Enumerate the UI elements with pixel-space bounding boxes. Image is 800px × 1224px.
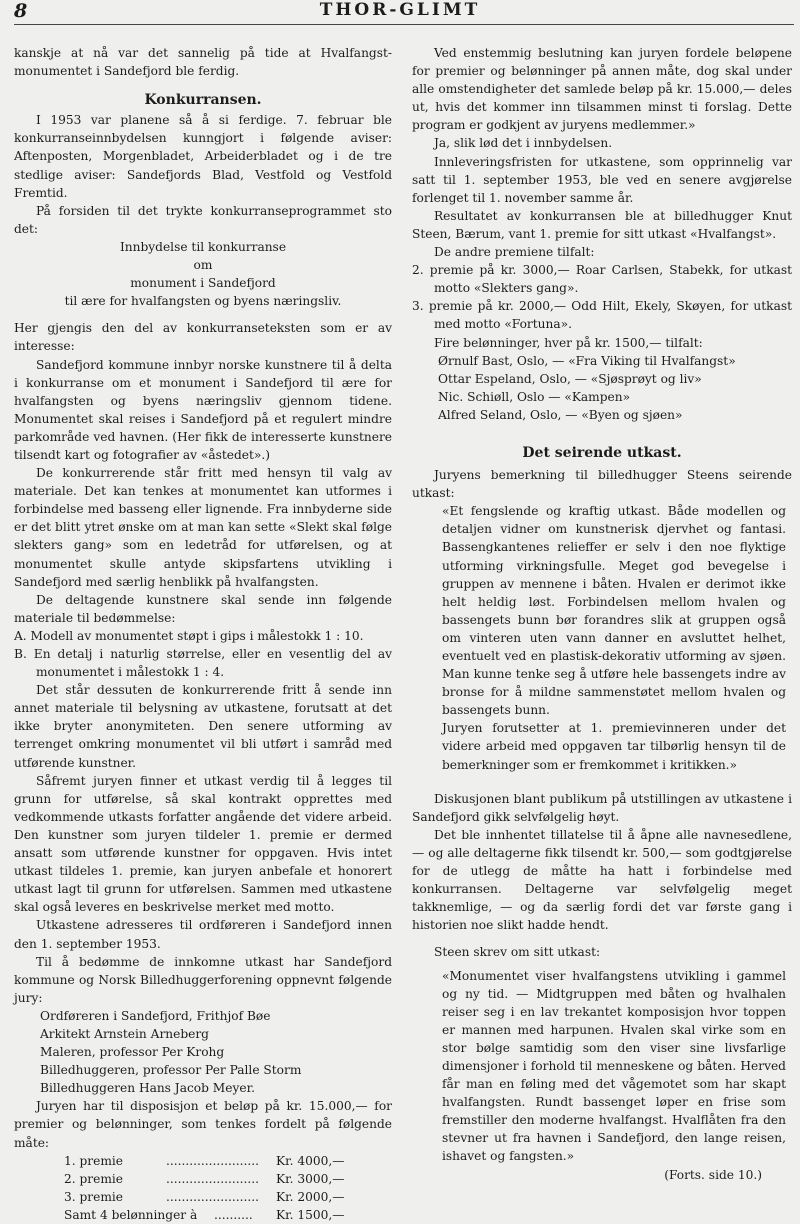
running-title: THOR-GLIMT <box>319 0 481 20</box>
jury-member: Ordføreren i Sandefjord, Frithjof Bøe <box>40 1008 271 1023</box>
steen-quote <box>412 967 792 1166</box>
quote-paragraph: «Et fengslende og kraftig utkast. Både modellen og detaljen vidner om kunstnerisk djervhet og fantasi. Bassengkantenes relieffer er selv i den noe flyktige utforming virkningsfulle. Meget god bevegelse i gruppen av mennene i båten. Hvalen er derimot ikke helt heldig løst. Forbindelsen mellom hvalen og bassengets bunn bør forandres slik at gruppen også om vinteren uten vann danner en avsluttet helhet, eventuelt ved en plastisk-dekorativ utforming av sjøen. Man kunne tenke seg å utføre hele bassengets indre av bronse for å mildne sammenstøtet mellom hvalen og bassengets bunn. <box>442 504 786 718</box>
prize-dots: ........................ <box>166 1189 259 1204</box>
paragraph: Utkastene adresseres til ordføreren i Sandefjord innen den 1. september 1953. <box>14 918 392 951</box>
paragraph: Såfremt juryen finner et utkast verdig til å legges til grunn for utførelse, så skal kontrakt opprettes med vedkommende utkasts forfatter angående det videre arbeid. Den kunstner som juryen tildeler 1. premie er dermed ansatt som utførende kunstner for oppgaven. Hvis intet utkast tildeles 1. premie, kan juryen anbefale et honorert utkast lagt til grunn for utførelsen. Sammen med utkastene skal også leveres en beskrivelse merket med motto. <box>14 773 392 915</box>
jury-member: Arkitekt Arnstein Arneberg <box>40 1026 209 1041</box>
paragraph: I 1953 var planene så å si ferdige. 7. februar ble konkurranseinnbydelsen kunngjort i følgende aviser: Aftenposten, Morgenbladet, Arbeiderbladet og i de tre stedlige aviser: Sandefjords Blad, Vestfold og Vestfold Fremtid. <box>14 113 392 200</box>
prize-row <box>14 1188 392 1206</box>
list-item-b: B. En detalj i naturlig størrelse, eller en vesentlig del av monumentet i målestokk 1 : 4. <box>14 647 392 680</box>
continuation-note: (Forts. side 10.) <box>664 1167 762 1182</box>
prize-result: 2. premie på kr. 3000,— Roar Carlsen, Stabekk, for utkast motto «Slekters gang». <box>412 263 792 296</box>
paragraph: Sandefjord kommune innbyr norske kunstnere til å delta i konkurranse om et monument i Sandefjord til ære for hvalfangsten og byens næringsliv gjennom tidene. Monumentet skal reises i Sandefjord på et regulert mindre parkområde ved havnen. (Her fikk de interesserte kunstnere tilsendt kart og fotografier av «åstedet».) <box>14 357 392 462</box>
award-item: Alfred Seland, Oslo, — «Byen og sjøen» <box>438 407 683 422</box>
prize-label: 2. premie <box>64 1171 124 1186</box>
award-item: Nic. Schiøll, Oslo — «Kampen» <box>438 389 631 404</box>
paragraph: De andre premiene tilfalt: <box>434 245 595 260</box>
paragraph: Til å bedømme de innkomne utkast har Sandefjord kommune og Norsk Billedhuggerforening oppnevnt følgende jury: <box>14 954 392 1005</box>
prize-amount: Kr. 2000,— <box>276 1189 345 1204</box>
invitation-line: Innbydelse til konkurranse <box>119 239 287 254</box>
list-item-a: A. Modell av monumentet støpt i gips i målestokk 1 : 10. <box>14 628 364 643</box>
invitation-line: monument i Sandefjord <box>130 276 276 291</box>
section-heading: Det seirende utkast. <box>522 444 682 461</box>
paragraph: De deltagende kunstnere skal sende inn følgende materiale til bedømmelse: <box>14 592 392 625</box>
right-column <box>412 44 792 1184</box>
paragraph: Ved enstemmig beslutning kan juryen fordele beløpene for premier og belønninger på annen måte, dog skal under alle omstendigheter det samlede beløp på kr. 15.000,— deles ut, hvis det kommer inn tilsammen minst ti forslag. Dette program er godkjent av juryens medlemmer.» <box>412 46 792 133</box>
jury-list <box>14 1007 392 1097</box>
paragraph: Steen skrev om sitt utkast: <box>434 945 601 960</box>
section-heading: Konkurransen. <box>144 92 262 109</box>
jury-member: Maleren, professor Per Krohg <box>40 1045 225 1060</box>
award-item: Ottar Espeland, Oslo, — «Sjøsprøyt og liv» <box>438 371 702 386</box>
jury-member: Billedhuggeren, professor Per Palle Storm <box>40 1063 302 1078</box>
award-list <box>412 352 792 424</box>
invitation-line: til ære for hvalfangsten og byens næringsliv. <box>64 294 342 309</box>
award-item: Ørnulf Bast, Oslo, — «Fra Viking til Hvalfangst» <box>438 353 736 368</box>
paragraph: Juryen har til disposisjon et beløp på kr. 15.000,— for premier og belønninger, som tenkes fordelt på følgende måte: <box>14 1099 392 1150</box>
prize-label: 1. premie <box>64 1153 124 1168</box>
prize-amount: Kr. 4000,— <box>276 1153 345 1168</box>
prize-row <box>14 1206 392 1224</box>
paragraph: Juryens bemerkning til billedhugger Steens seirende utkast: <box>412 468 792 501</box>
paragraph: Innleveringsfristen for utkastene, som opprinnelig var satt til 1. september 1953, ble ved en senere avgjørelse forlenget til 1. november samme år. <box>412 154 792 205</box>
prize-row <box>14 1152 392 1170</box>
prize-label: 3. premie <box>64 1189 124 1204</box>
page-number: 8 <box>14 0 28 22</box>
prize-table <box>14 1152 392 1224</box>
invitation-line: om <box>193 258 213 273</box>
paragraph: På forsiden til det trykte konkurranseprogrammet sto det: <box>14 203 392 236</box>
paragraph: Diskusjonen blant publikum på utstillingen av utkastene i Sandefjord gikk selvfølgelig høyt. <box>412 791 792 824</box>
paragraph: De konkurrerende står fritt med hensyn til valg av materiale. Det kan tenkes at monumentet kan utformes i forbindelse med basseng eller lignende. Fra innbyderne side er det blitt ytret ønske om at man kan sette «Slekt skal følge slekters gang» som en ledetråd for utførelsen, og at monumentet skulle antyde skipsfartens utvikling i Sandefjord med særlig henblikk på hvalfangsten. <box>14 466 392 589</box>
jury-quote <box>412 502 792 773</box>
prize-dots: ........................ <box>166 1171 259 1186</box>
header-rule <box>14 24 794 25</box>
quote-paragraph: Juryen forutsetter at 1. premievinneren under det videre arbeid med oppgaven tar tilbørlig hensyn til de bemerkninger som er fremkommet i kritikken.» <box>442 721 786 772</box>
paragraph: Resultatet av konkurransen ble at billedhugger Knut Steen, Bærum, vant 1. premie for sitt utkast «Hvalfangst». <box>412 208 792 241</box>
prize-label: Samt 4 belønninger à <box>64 1207 198 1222</box>
paragraph: Her gjengis den del av konkurranseteksten som er av interesse: <box>14 321 392 354</box>
prize-amount: Kr. 1500,— <box>276 1207 345 1222</box>
paragraph: Det står dessuten de konkurrerende fritt å sende inn annet materiale til belysning av utkastene, forutsatt at det ikke bryter anonymiteten. Den senere utforming av terrenget omkring monumentet vil bli utført i samråd med utførende kunstner. <box>14 683 392 770</box>
prize-row <box>14 1170 392 1188</box>
prize-amount: Kr. 3000,— <box>276 1171 345 1186</box>
prize-dots: .......... <box>214 1207 253 1222</box>
quote-paragraph: «Monumentet viser hvalfangstens utvikling i gammel og ny tid. — Midtgruppen med båten og hvalhalen reiser seg i en lav trekantet komposisjon hvor toppen er mannen med harpunen. Hvalen skal virke som en stor bølge samtidig som den viser sine livsfarlige dimensjoner i forhold til menneskene og båten. Herved får man en føling med det vågemotet som har skapt hvalfangsten. Rundt bassenget løper en frise som fremstiller den moderne hvalfangst. Hvalflåten fra den stevner ut fra havnen i Sandefjord, den lange reisen, ishavet og fangsten.» <box>442 968 786 1164</box>
paragraph: Ja, slik lød det i innbydelsen. <box>434 136 613 151</box>
left-column <box>14 44 392 1224</box>
paragraph: Det ble innhentet tillatelse til å åpne alle navnesedlene, — og alle deltagerne fikk tilsendt kr. 500,— som godtgjørelse for de utlegg de måtte ha hatt i forbindelse med konkurransen. Deltagerne var selvfølgelig meget takknemlige, — og da særlig fordi det var første gang i historien noe slikt hadde hendt. <box>412 827 792 933</box>
paragraph: Fire belønninger, hver på kr. 1500,— tilfalt: <box>434 335 703 350</box>
jury-member: Billedhuggeren Hans Jacob Meyer. <box>40 1081 255 1096</box>
prize-result: 3. premie på kr. 2000,— Odd Hilt, Ekely, Skøyen, for utkast med motto «Fortuna». <box>412 299 792 332</box>
paragraph: kanskje at nå var det sannelig på tide at Hvalfangst-monumentet i Sandefjord ble ferdig. <box>14 46 392 79</box>
prize-dots: ........................ <box>166 1153 259 1168</box>
